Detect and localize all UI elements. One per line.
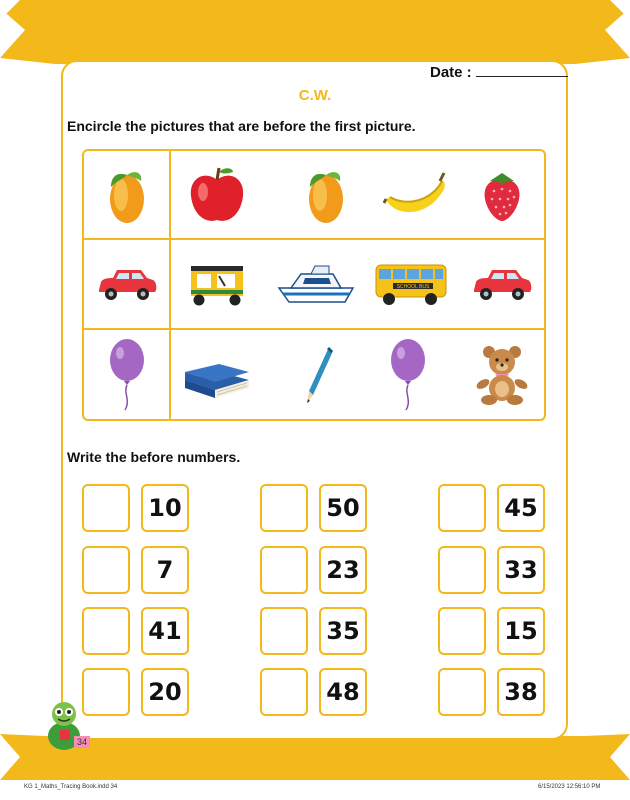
footer-file-name: KG 1_Maths_Tracing Book.indd 34 — [24, 784, 118, 790]
picture-apple[interactable] — [171, 151, 263, 238]
picture-strawberry[interactable] — [460, 151, 544, 238]
answer-box[interactable] — [260, 668, 308, 716]
given-number: 38 — [497, 668, 545, 716]
picture-balloon[interactable] — [84, 330, 169, 419]
given-number: 33 — [497, 546, 545, 594]
picture-mango[interactable] — [84, 151, 169, 238]
answer-box[interactable] — [260, 607, 308, 655]
date-blank[interactable] — [476, 62, 568, 77]
page-title: C.W. — [298, 87, 332, 104]
bus-label: SCHOOL BUS — [396, 284, 430, 290]
given-number: 41 — [141, 607, 189, 655]
given-number: 7 — [141, 546, 189, 594]
picture-teddy-bear[interactable] — [460, 330, 544, 419]
given-number: 23 — [319, 546, 367, 594]
answer-box[interactable] — [82, 607, 130, 655]
picture-banana[interactable] — [374, 151, 459, 238]
answer-box[interactable] — [82, 668, 130, 716]
answer-box[interactable] — [438, 484, 486, 532]
picture-car[interactable] — [84, 240, 169, 328]
picture-pencil[interactable] — [274, 330, 366, 419]
given-number: 15 — [497, 607, 545, 655]
picture-mango-2[interactable] — [283, 151, 368, 238]
picture-car-2[interactable] — [460, 240, 544, 328]
picture-boat[interactable] — [266, 240, 366, 328]
footer-timestamp: 6/15/2023 12:56:10 PM — [538, 784, 601, 790]
given-number: 10 — [141, 484, 189, 532]
picture-grid — [82, 149, 546, 421]
answer-box[interactable] — [260, 484, 308, 532]
date-field — [430, 62, 568, 81]
page-number: 34 — [74, 736, 90, 748]
instruction-encircle: Encircle the pictures that are before the first picture. — [67, 118, 416, 134]
answer-box[interactable] — [82, 546, 130, 594]
answer-box[interactable] — [438, 668, 486, 716]
picture-balloon-2[interactable] — [367, 330, 449, 419]
answer-box[interactable] — [438, 607, 486, 655]
given-number: 50 — [319, 484, 367, 532]
answer-box[interactable] — [82, 484, 130, 532]
instruction-before-numbers: Write the before numbers. — [67, 449, 241, 465]
given-number: 45 — [497, 484, 545, 532]
answer-box[interactable] — [260, 546, 308, 594]
given-number: 20 — [141, 668, 189, 716]
given-number: 48 — [319, 668, 367, 716]
picture-book[interactable] — [171, 330, 263, 419]
answer-box[interactable] — [438, 546, 486, 594]
date-label: Date : — [430, 64, 472, 81]
given-number: 35 — [319, 607, 367, 655]
picture-auto-rickshaw[interactable] — [171, 240, 263, 328]
picture-school-bus[interactable] — [367, 240, 455, 328]
